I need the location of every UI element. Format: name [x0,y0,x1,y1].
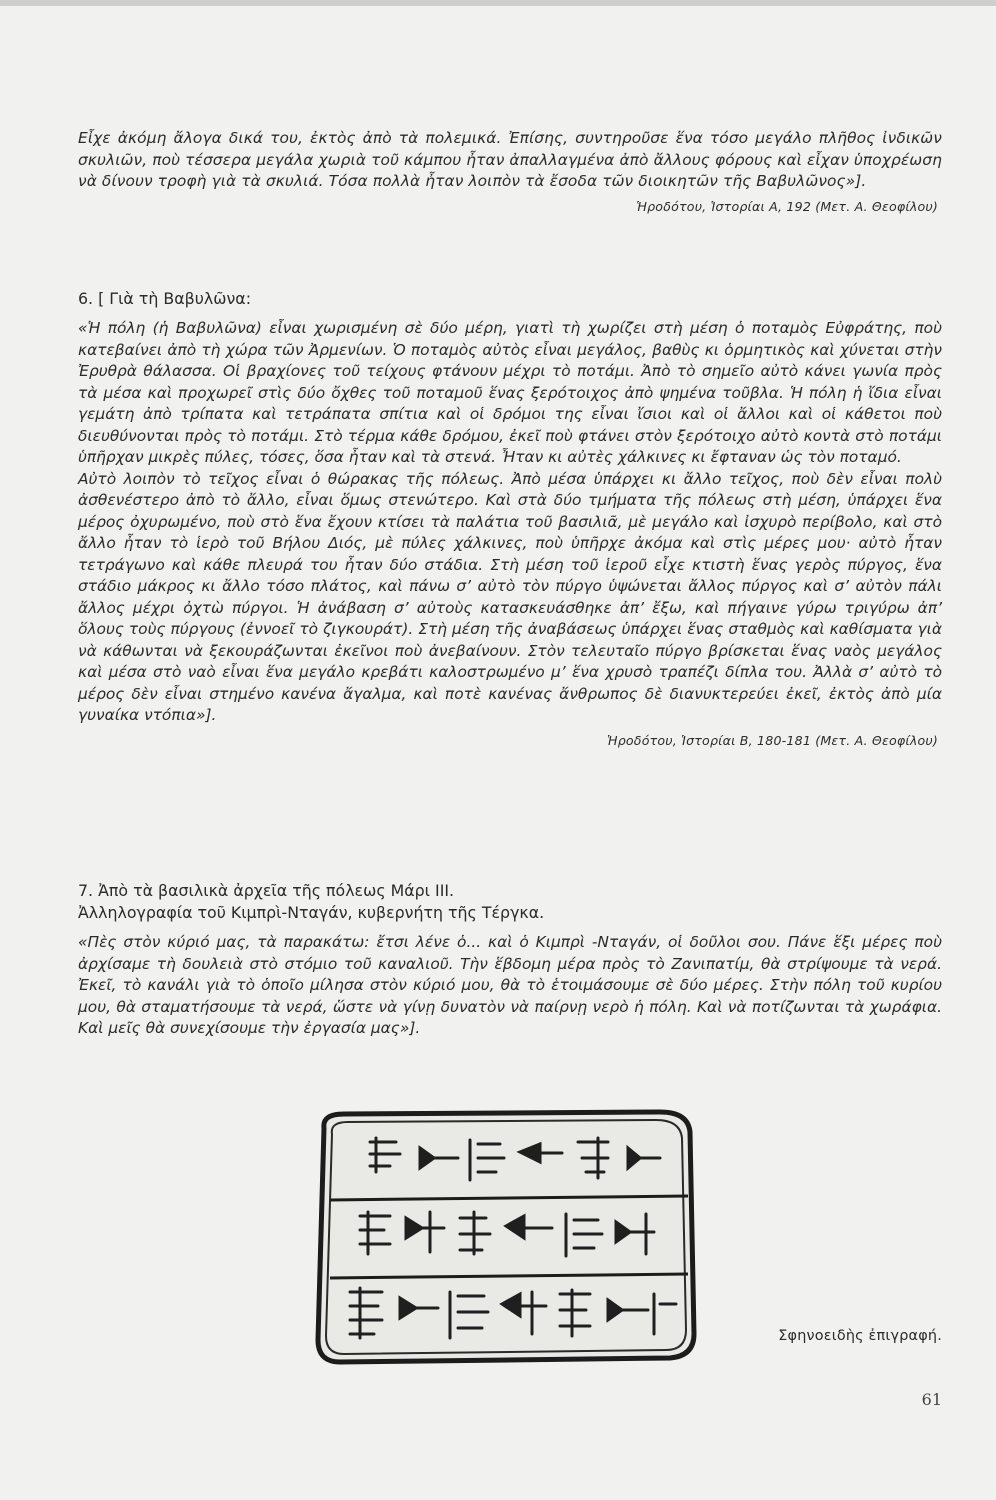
section-7-heading-2: Ἀλληλογραφία τοῦ Κιμπρὶ-Νταγάν, κυβερνήτη τῆς Τέργκα. [78,903,545,922]
section-6 [78,288,942,748]
section-6-paragraph-1: «Ἡ πόλη (ἡ Βαβυλῶνα) εἶναι χωρισμένη σὲ δύο μέρη, γιατὶ τὴ χωρίζει στὴ μέση ὁ ποταμὸς Εὐφράτης, ποὺ κατεβαίνει ἀπὸ τὴ χώρα τῶν Ἀρμενίων. Ὁ ποταμὸς αὐτὸς εἶναι μεγάλος, βαθὺς κι ὁρμητικὸς καὶ χύνεται στὴν Ἐρυθρὰ θάλασσα. Οἱ βραχίονες τοῦ τείχους φτάνουν μέχρι τὸ ποτάμι. Ἀπὸ τὸ σημεῖο αὐτὸ κάνει γωνία πρὸς τὰ μέσα καὶ προχωρεῖ στὶς δύο ὄχθες τοῦ ποταμοῦ ἕνας ξερότοιχος ἀπὸ ψημένα τοῦβλα. Ἡ πόλη ἡ ἴδια εἶναι γεμάτη ἀπὸ τρίπατα καὶ τετράπατα σπίτια καὶ οἱ δρόμοι της εἶναι ἴσιοι καὶ οἱ ἄλλοι καὶ οἱ κάθετοι ποὺ διευθύνονται πρὸς τὸ ποτάμι. Στὸ τέρμα κάθε δρόμου, ἐκεῖ ποὺ φτάνει στὸν ξερότοιχο αὐτὸ κοντὰ στὸ ποτάμι ὑπῆρχαν μικρὲς πύλες, τόσες, ὅσα ἦταν καὶ τὰ στενά. Ἦταν κι αὐτὲς χάλκινες κι ἔφταναν ὡς τὸν ποταμό. [78,319,942,466]
section-7-heading-1: 7. Ἀπὸ τὰ βασιλικὰ ἀρχεῖα τῆς πόλεως Μάρι ΙΙΙ. [78,881,455,900]
section-6-source: Ἡροδότου, Ἱστορίαι Β, 180-181 (Μετ. Α. Θεοφίλου) [606,732,938,748]
section-7 [78,880,942,1040]
intro-paragraph: Εἶχε ἀκόμη ἄλογα δικά του, ἐκτὸς ἀπὸ τὰ πολεμικά. Ἐπίσης, συντηροῦσε ἕνα τόσο μεγάλο πλῆθος ἰνδικῶν σκυλιῶν, ποὺ τέσσερα μεγάλα χωριὰ τοῦ κάμπου ἦταν ἀπαλλαγμένα ἀπὸ ἄλλους φόρους καὶ εἶχαν ὑποχρέωση νὰ δίνουν τροφὴ γιὰ τὰ σκυλιά. Τόσα πολλὰ ἦταν λοιπὸν τὰ ἔσοδα τῶν διοικητῶν τῆς Βαβυλῶνος»]. [78,129,942,190]
section-6-heading: 6. [ Γιὰ τὴ Βαβυλῶνα: [78,289,252,308]
intro-source: Ἡροδότου, Ἱστορίαι Α, 192 (Μετ. Α. Θεοφίλου) [636,198,938,214]
cuneiform-tablet-image [310,1108,700,1366]
section-6-paragraph-2: Αὐτὸ λοιπὸν τὸ τεῖχος εἶναι ὁ θώρακας τῆς πόλεως. Ἀπὸ μέσα ὑπάρχει κι ἄλλο τεῖχος, ποὺ δὲν εἶναι πολὺ ἀσθενέστερο ἀπὸ τὸ ἄλλο, εἶναι ὅμως στενώτερο. Καὶ στὰ δύο τμήματα τῆς πόλεως στὴ μέση, ὑπάρχει ἕνα μέρος ὀχυρωμένο, ποὺ στὸ ἕνα ἔχουν κτίσει τὰ παλάτια τοῦ βασιλιᾶ, μὲ μεγάλο καὶ ἰσχυρὸ περίβολο, καὶ στὸ ἄλλο ἦταν τὸ ἱερὸ τοῦ Βήλου Διός, μὲ πύλες χάλκινες, ποὺ ὑπῆρχε ἀκόμα καὶ στὶς μέρες μου· αὐτὸ ἦταν τετράγωνο καὶ κάθε πλευρά του ἦταν δύο στάδια. Στὴ μέση τοῦ ἱεροῦ εἶχε κτιστὴ ἕνας γερὸς πύργος, ἕνα στάδιο μάκρος κι ἄλλο τόσο πλάτος, καὶ πάνω σ’ αὐτὸ τὸν πύργο ὑψώνεται ἄλλος πύργος καὶ σ’ αὐτὸν πάλι ἄλλος μέχρι ὀχτὼ πύργοι. Ἡ ἀνάβαση σ’ αὐτοὺς κατασκευάσθηκε ἀπ’ ἔξω, καὶ πήγαινε γύρω τριγύρω ἀπ’ ὅλους τοὺς πύργους (ἐννοεῖ τὸ ζιγκουράτ). Στὴ μέση τῆς ἀναβάσεως ὑπάρχει ἕνας σταθμὸς καὶ καθίσματα γιὰ νὰ κάθωνται νὰ ξεκουράζωνται ἐκεῖνοι ποὺ ἀνεβαίνουν. Στὸν τελευταῖο πύργο βρίσκεται ἕνας ναὸς μεγάλος καὶ μέσα στὸ ναὸ εἶναι ἕνα μεγάλο κρεβάτι καλοστρωμένο μ’ ἕνα χρυσὸ τραπέζι δίπλα του. Ἀλλὰ σ’ αὐτὸ τὸ μέρος δὲν εἶναι στημένο κανένα ἄγαλμα, καὶ ποτὲ κανένας ἄνθρωπος δὲ διανυκτερεύει ἐκεῖ, ἐκτὸς ἀπὸ μία γυναίκα ντόπια»]. [78,469,942,724]
scan-edge [0,0,996,6]
section-7-paragraph: «Πὲς στὸν κύριό μας, τὰ παρακάτω: ἔτσι λένε ὁ... καὶ ὁ Κιμπρὶ -Νταγάν, οἱ δοῦλοι σου. Πάνε ἕξι μέρες ποὺ ἀρχίσαμε τὴ δουλειὰ στὸ στόμιο τοῦ καναλιοῦ. Τὴν ἕβδομη μέρα πρὸς τὸ Ζανιπατίμ, θὰ στρίψουμε τὰ νερά. Ἐκεῖ, τὸ κανάλι γιὰ τὸ ὁποῖο μίλησα στὸν κύριό μου, θὰ τὸ ἑτοιμάσουμε σὲ δύο μέρες. Στὴν πόλη τοῦ κυρίου μου, θὰ σταματήσουμε τὰ νερά, ὥστε νὰ γίνῃ δυνατὸν νὰ παίρνῃ νερὸ ἡ πόλη. Καὶ νὰ ποτίζωνται τὰ χωράφια. Καὶ μεῖς θὰ συνεχίσουμε τὴν ἐργασία μας»]. [78,933,942,1037]
figure-caption: Σφηνοειδὴς ἐπιγραφή. [778,1328,942,1344]
page-number: 61 [921,1390,942,1409]
intro-block [78,128,942,214]
cuneiform-tablet-drawing [310,1108,700,1366]
